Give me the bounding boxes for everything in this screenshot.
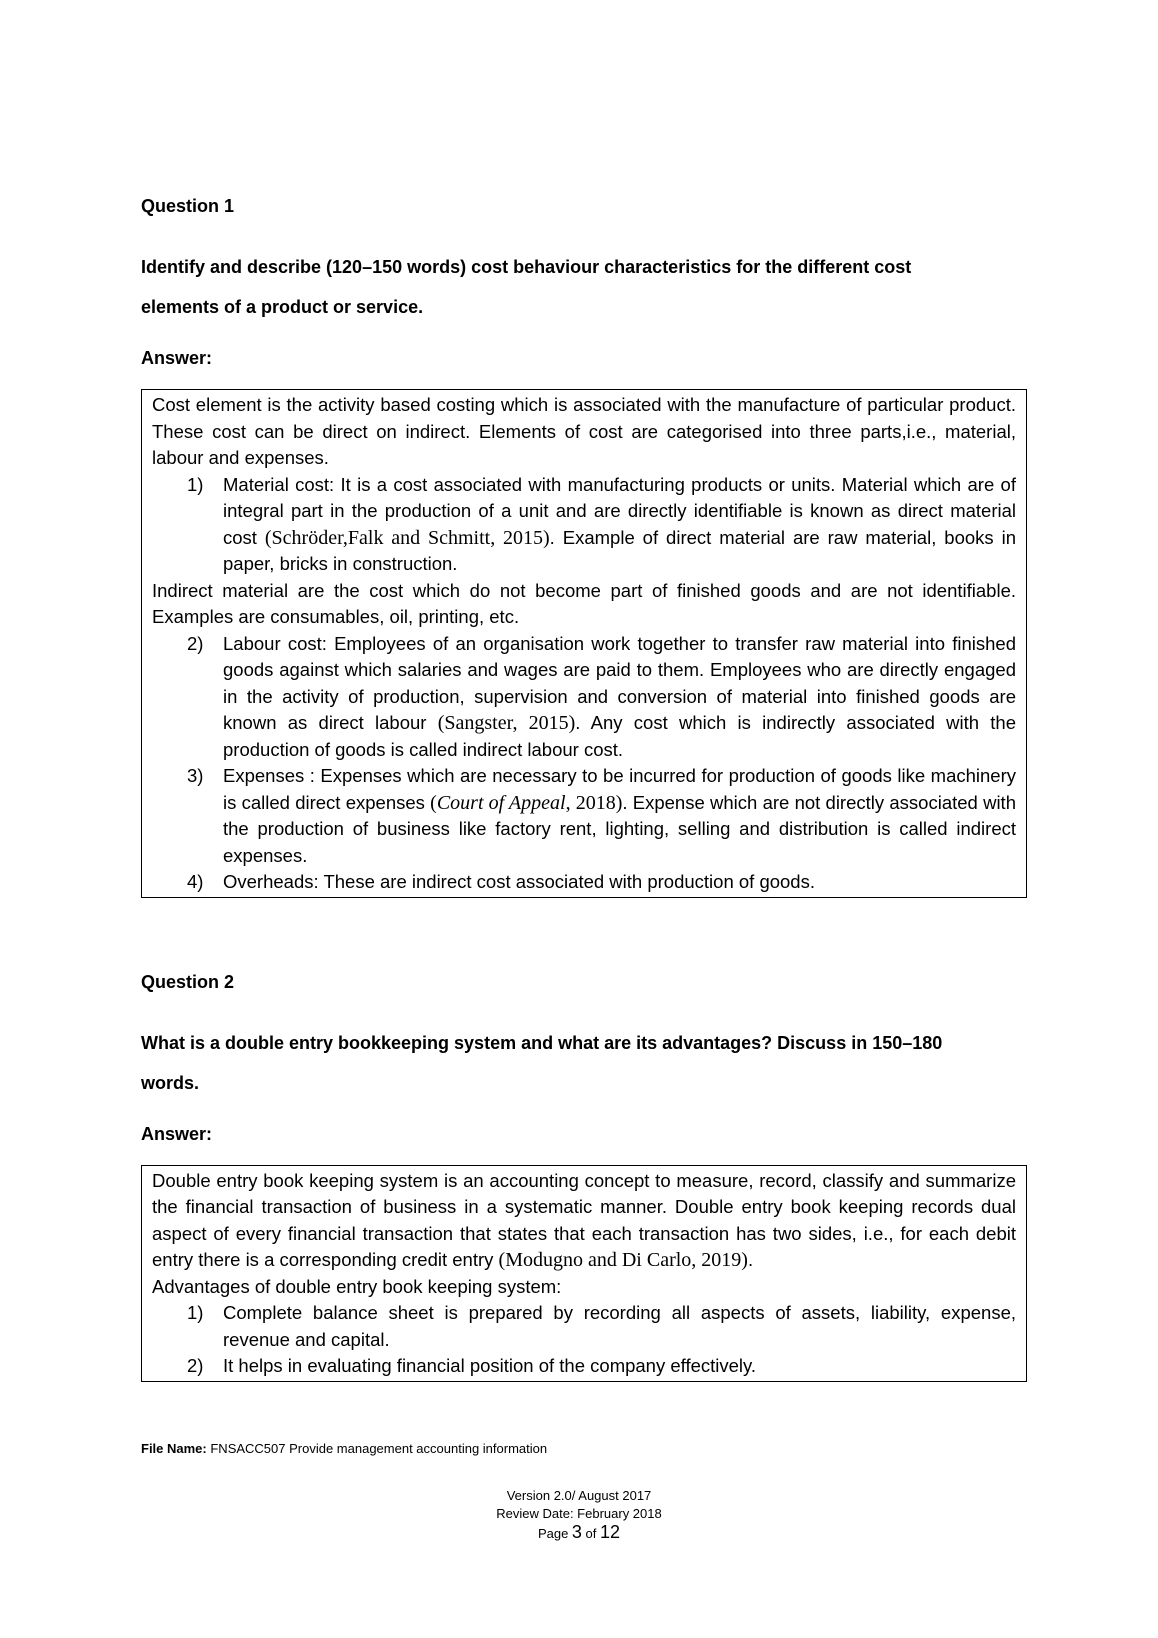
list-item-text: . Example of direct material are raw material, books in paper, bricks in construction. — [223, 526, 1016, 574]
list-item — [152, 1353, 1016, 1380]
list-item-number: 2) — [187, 1355, 204, 1376]
list-item-text: It helps in evaluating financial position of the company effectively. — [223, 1355, 757, 1376]
footer-version-block — [0, 1487, 1158, 1543]
citation: (Sangster, 2015) — [437, 712, 576, 734]
review-date-text: Review Date: February 2018 — [496, 1506, 662, 1521]
intro-text-end: . — [747, 1249, 754, 1270]
question-1-prompt-line-1: Identify and describe (120–150 words) cost behaviour characteristics for the different cost — [141, 257, 912, 277]
page-current: 3 — [571, 1522, 582, 1542]
list-item — [152, 763, 1016, 869]
question-1-indirect-material: Indirect material are the cost which do not become part of finished goods and are not identifiable. Examples are consumables, oil, printing, etc. — [152, 579, 1016, 627]
page-of: of — [581, 1526, 601, 1541]
list-item — [152, 869, 1016, 896]
list-item-number: 3) — [187, 765, 204, 786]
list-item — [152, 472, 1016, 578]
version-text: Version 2.0/ August 2017 — [506, 1488, 652, 1503]
file-name-value: FNSACC507 Provide management accounting information — [206, 1441, 548, 1456]
question-1-intro: Cost element is the activity based costing which is associated with the manufacture of particular product. These cost can be direct on indirect. Elements of cost are categorised into three parts,i.e., material, labour and expenses. — [152, 394, 1016, 468]
list-item-text: . Any cost which is indirectly associated with the production of goods is called indirect labour cost. — [223, 712, 1016, 760]
question-1-answer-label: Answer: — [141, 348, 213, 368]
question-1-prompt — [141, 247, 1027, 327]
page-word: Page — [537, 1526, 572, 1541]
list-item-text: Labour cost: Employees of an organisation work together to transfer raw material into finished goods against which salaries and wages are paid to them. Employees who are directly engaged in the activity of production, supervision and conversion of material into finished goods are known as direct labour — [223, 632, 1016, 733]
list-item-text: Expenses : Expenses which are necessary to be incurred for production of goods like machinery is called direct expenses — [223, 765, 1016, 813]
list-item-number: 2) — [187, 632, 204, 654]
list-item-text: . Expense which are not directly associated with the production of business like factory rent, lighting, selling and distribution is called indirect expenses. — [223, 791, 1016, 866]
list-item-text: Overheads: These are indirect cost associated with production of goods. — [223, 871, 815, 892]
list-item — [152, 631, 1016, 764]
list-item-number: 4) — [187, 871, 204, 892]
list-item-text: Complete balance sheet is prepared by recording all aspects of assets, liability, expense, revenue and capital. — [223, 1302, 1016, 1350]
question-1-list-b — [152, 631, 1016, 896]
page-content — [141, 195, 1027, 1382]
citation-open: ( — [430, 791, 437, 814]
list-item-number: 1) — [187, 473, 204, 495]
citation-italic: Court of Appeal — [436, 791, 566, 814]
file-name-label: File Name: — [141, 1441, 207, 1456]
list-item-number: 1) — [187, 1302, 204, 1323]
intro-text: Double entry book keeping system is an accounting concept to measure, record, classify and summarize the financial transaction of business in a systematic manner. Double entry book keeping records dual aspect of every financial transaction that states that each transaction has two sides, i.e., for each debit entry there is a corresponding credit entry — [152, 1169, 1016, 1270]
page-total: 12 — [600, 1522, 621, 1542]
page-number — [0, 1523, 1158, 1543]
list-item — [152, 1300, 1016, 1353]
citation: (Modugno and Di Carlo, 2019) — [498, 1249, 748, 1271]
footer-file-name — [141, 1441, 547, 1457]
question-2-advantages-heading: Advantages of double entry book keeping system: — [152, 1275, 562, 1297]
question-1-answer-box — [141, 389, 1027, 898]
question-1-prompt-line-2: elements of a product or service. — [141, 297, 424, 317]
question-1-list-a — [152, 472, 1016, 578]
question-2-answer-box — [141, 1165, 1027, 1382]
question-2-prompt — [141, 1023, 1027, 1103]
question-2-answer-label: Answer: — [141, 1123, 213, 1144]
question-2-advantages-list — [152, 1300, 1016, 1380]
question-2-prompt-line-1: What is a double entry bookkeeping system and what are its advantages? Discuss in 150–180 — [141, 1032, 943, 1053]
question-2-heading: Question 2 — [141, 971, 235, 992]
question-2-intro — [152, 1168, 1016, 1274]
question-1-section — [141, 195, 1027, 898]
question-2-section — [141, 971, 1027, 1382]
question-2-prompt-line-2: words. — [141, 1072, 200, 1093]
citation-rest: , 2018) — [565, 791, 623, 814]
citation: (Schröder,Falk and Schmitt, 2015) — [264, 526, 550, 549]
question-1-heading: Question 1 — [141, 196, 235, 216]
list-item-text: Material cost: It is a cost associated with manufacturing products or units. Material which are of integral part in the production of a unit and are directly identifiable is known as direct material cost — [223, 473, 1016, 548]
